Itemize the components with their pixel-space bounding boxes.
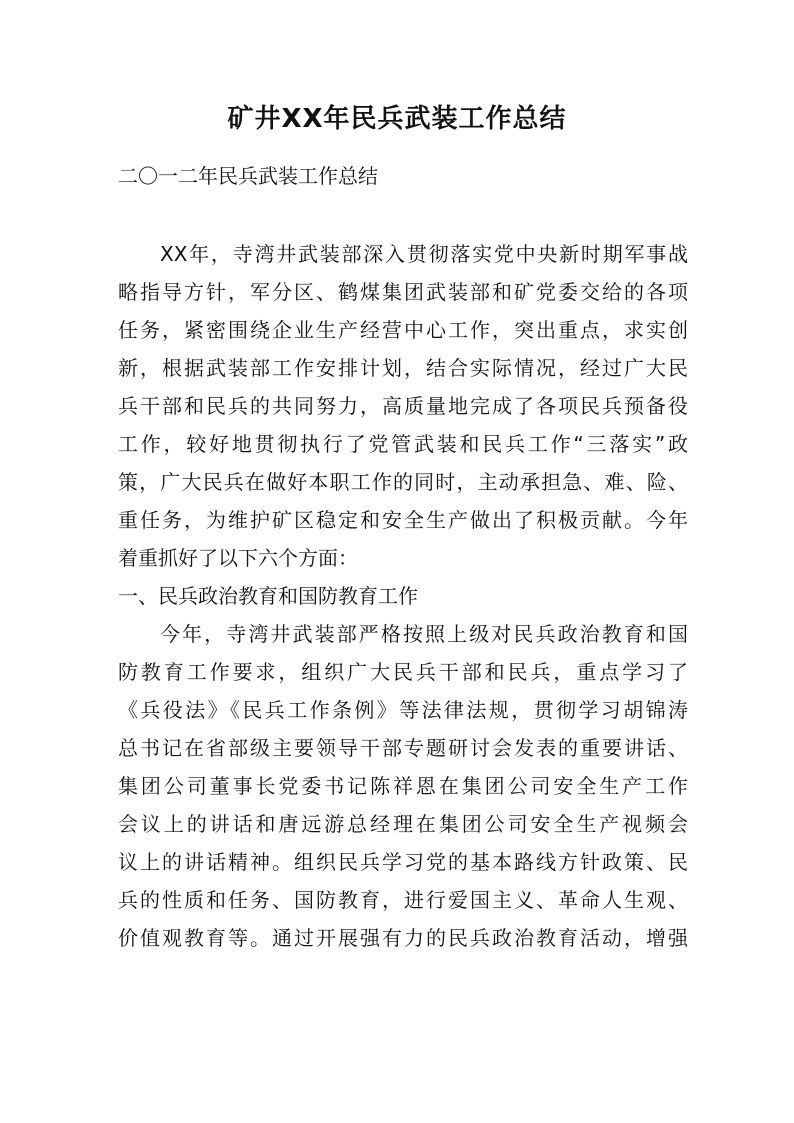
text-line: 《兵役法》《民兵工作条例》等法律法规，贯彻学习胡锦涛 <box>118 698 688 722</box>
text-line: 略指导方针，军分区、鹤煤集团武装部和矿党委交给的各项 <box>118 280 688 304</box>
text-line: 着重抓好了以下六个方面： <box>118 546 358 570</box>
text-line: 重任务，为维护矿区稳定和安全生产做出了积极贡献。今年 <box>118 508 688 532</box>
text-line: 兵干部和民兵的共同努力，高质量地完成了各项民兵预备役 <box>118 394 688 418</box>
text-line: 策，广大民兵在做好本职工作的同时，主动承担急、难、险、 <box>118 470 688 494</box>
document-title: 矿井XX年民兵武装工作总结 <box>227 104 567 134</box>
text-line: 今年，寺湾井武装部严格按照上级对民兵政治教育和国 <box>160 622 688 646</box>
text-line: 总书记在省部级主要领导干部专题研讨会发表的重要讲话、 <box>118 736 688 760</box>
section-heading: 一、民兵政治教育和国防教育工作 <box>118 584 418 608</box>
text-line: 任务，紧密围绕企业生产经营中心工作，突出重点，求实创 <box>118 318 688 342</box>
text-line: 兵的性质和任务、国防教育，进行爱国主义、革命人生观、 <box>118 888 688 912</box>
text-line: 新，根据武装部工作安排计划，结合实际情况，经过广大民 <box>118 356 688 380</box>
text-line: 价值观教育等。通过开展强有力的民兵政治教育活动，增强 <box>118 926 688 950</box>
text-line: 防教育工作要求，组织广大民兵干部和民兵，重点学习了 <box>118 660 688 684</box>
document-subtitle: 二〇一二年民兵武装工作总结 <box>118 164 378 188</box>
text-line: 会议上的讲话和唐远游总经理在集团公司安全生产视频会 <box>118 812 688 836</box>
text-line: 工作，较好地贯彻执行了党管武装和民兵工作“三落实”政 <box>118 432 688 456</box>
text-line: 议上的讲话精神。组织民兵学习党的基本路线方针政策、民 <box>118 850 688 874</box>
text-line: XX年，寺湾井武装部深入贯彻落实党中央新时期军事战 <box>160 242 688 266</box>
text-line: 集团公司董事长党委书记陈祥恩在集团公司安全生产工作 <box>118 774 688 798</box>
